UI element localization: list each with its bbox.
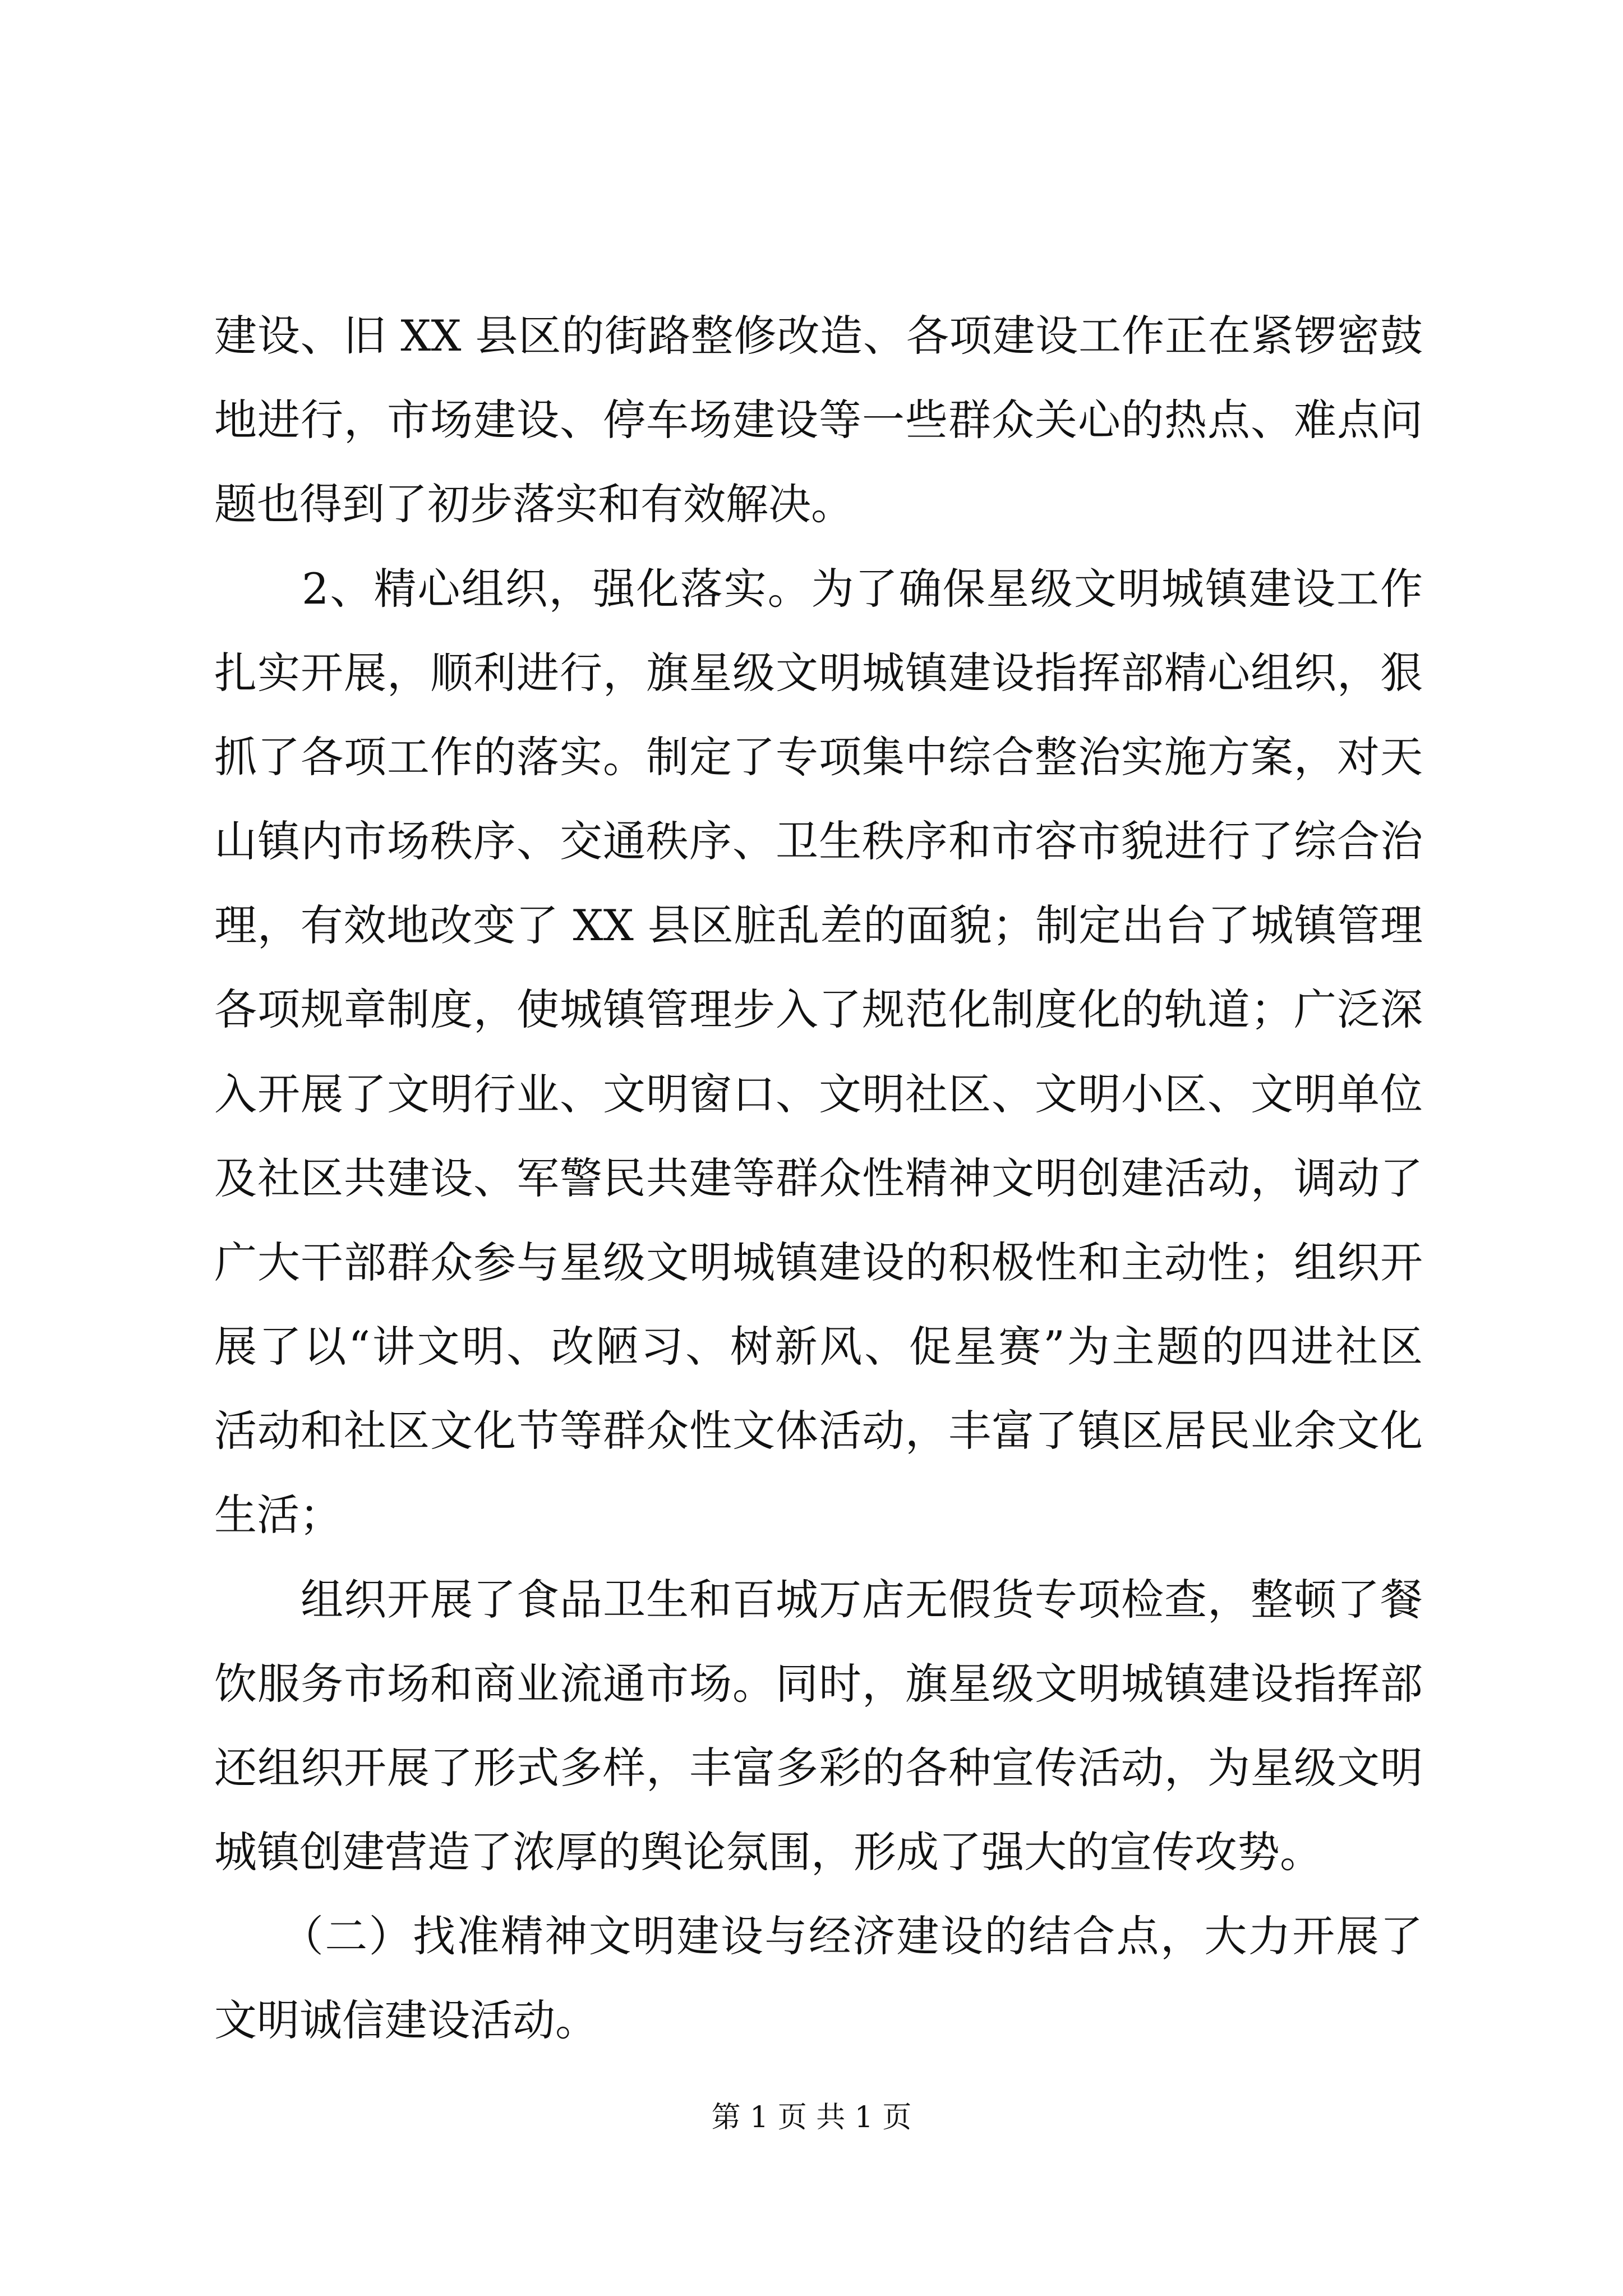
body-text-line: 文明诚信建设活动。 xyxy=(214,1995,598,2045)
body-text-line: 展了以“讲文明、改陋习、树新风、促星赛”为主题的四进社区 xyxy=(214,1322,1423,1372)
body-text-line: 扎实开展，顺利进行，旗星级文明城镇建设指挥部精心组织，狠 xyxy=(214,648,1423,698)
body-text-line: （二）找准精神文明建设与经济建设的结合点，大力开展了 xyxy=(214,1911,1423,1961)
body-text-line: 2、精心组织，强化落实。为了确保星级文明城镇建设工作 xyxy=(214,564,1423,614)
body-text-line: 活动和社区文化节等群众性文体活动，丰富了镇区居民业余文化 xyxy=(214,1406,1423,1456)
body-text-line: 广大干部群众参与星级文明城镇建设的积极性和主动性；组织开 xyxy=(214,1237,1423,1287)
page-footer: 第 1 页 共 1 页 xyxy=(711,2101,912,2134)
body-text-line: 饮服务市场和商业流通市场。同时，旗星级文明城镇建设指挥部 xyxy=(214,1659,1423,1709)
body-text-line: 题也得到了初步落实和有效解决。 xyxy=(214,479,854,529)
body-text-line: 建设、旧 XX 县区的街路整修改造、各项建设工作正在紧锣密鼓 xyxy=(214,311,1423,361)
body-text-line: 生活； xyxy=(214,1490,342,1540)
body-text-line: 理，有效地改变了 XX 县区脏乱差的面貌；制定出台了城镇管理 xyxy=(214,900,1423,950)
body-text-line: 入开展了文明行业、文明窗口、文明社区、文明小区、文明单位 xyxy=(214,1069,1423,1119)
body-text-line: 山镇内市场秩序、交通秩序、卫生秩序和市容市貌进行了综合治 xyxy=(214,816,1423,866)
body-text-line: 地进行，市场建设、停车场建设等一些群众关心的热点、难点问 xyxy=(214,395,1423,445)
body-text-line: 还组织开展了形式多样，丰富多彩的各种宣传活动，为星级文明 xyxy=(214,1743,1423,1793)
body-text-line: 组织开展了食品卫生和百城万店无假货专项检查，整顿了餐 xyxy=(214,1575,1423,1625)
body-text-line: 城镇创建营造了浓厚的舆论氛围，形成了强大的宣传攻势。 xyxy=(214,1827,1322,1877)
body-text-line: 各项规章制度，使城镇管理步入了规范化制度化的轨道；广泛深 xyxy=(214,984,1423,1034)
body-text-line: 抓了各项工作的落实。制定了专项集中综合整治实施方案，对天 xyxy=(214,732,1423,782)
body-text-line: 及社区共建设、军警民共建等群众性精神文明创建活动，调动了 xyxy=(214,1153,1423,1203)
